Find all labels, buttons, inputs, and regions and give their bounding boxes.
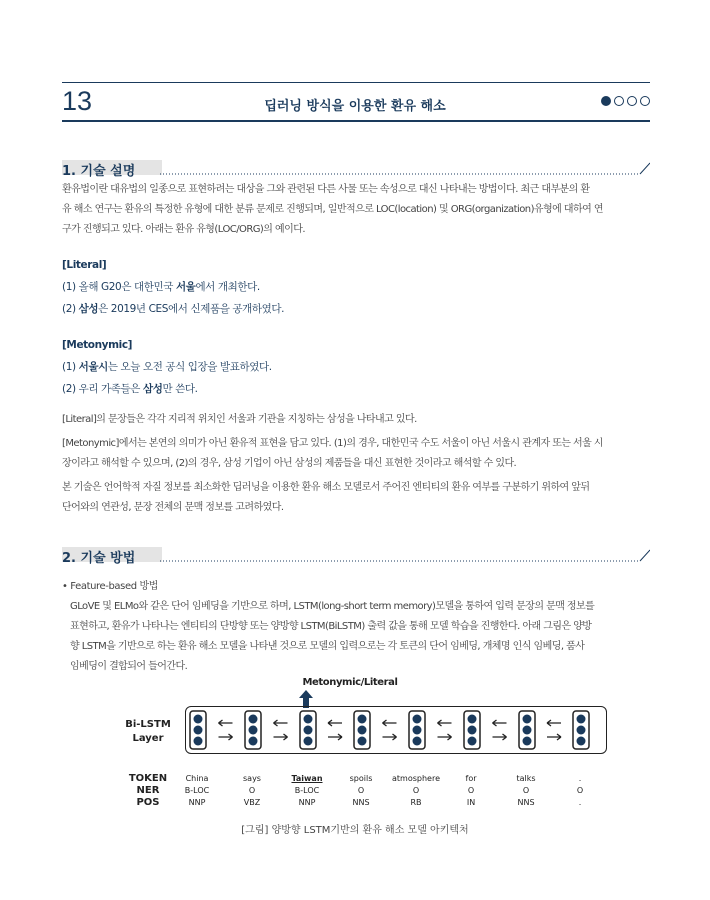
bidirectional-arrows-icon: [438, 720, 452, 740]
pos-row-label: POS: [136, 797, 160, 808]
lstm-cell: [409, 711, 425, 749]
paragraph-line: 향 LSTM을 기반으로 하는 환유 해소 모델을 나타낸 것으로 모델의 입력으로는 각 토큰의 단어 임베딩, 개체명 인식 임베딩, 품사: [70, 641, 585, 652]
token-pos: IN: [466, 798, 476, 807]
token-ner: B-LOC: [294, 786, 320, 795]
progress-dot: [640, 96, 650, 106]
progress-dot: [627, 96, 637, 106]
token-column: [441, 773, 501, 809]
heading-dotted-rule: [62, 547, 650, 565]
bidirectional-arrows-icon: [493, 720, 507, 740]
paragraph-line: 본 기술은 언어학적 자질 정보를 최소화한 딥러닝을 이용한 환유 해소 모델로서 주어진 엔티티의 환유 여부를 구분하기 위하여 앞뒤: [62, 482, 590, 493]
heading-dotted-rule: [62, 160, 650, 178]
lstm-cell: [300, 711, 316, 749]
header-bottom-rule: [62, 120, 650, 122]
token-pos: NNS: [517, 798, 535, 807]
method-bullet: • Feature-based 방법: [62, 581, 158, 592]
technology-summary: [62, 478, 652, 518]
token-token: Taiwan: [291, 774, 323, 783]
intro-line: 구가 진행되고 있다. 아래는 환유 유형(LOC/ORG)의 예이다.: [62, 224, 305, 235]
section-2-title: 2. 기술 방법: [62, 551, 136, 566]
token-ner: O: [522, 786, 530, 795]
literal-explanation: [62, 410, 652, 430]
token-pos: VBZ: [243, 798, 261, 807]
literal-example-2: (2) 삼성은 2019년 CES에서 신제품을 공개하였다.: [62, 303, 285, 315]
token-column: [386, 773, 446, 809]
bidirectional-arrows-icon: [328, 720, 342, 740]
header-top-rule: [62, 82, 650, 83]
token-token: talks: [516, 774, 536, 783]
token-column: [277, 773, 337, 809]
token-token: China: [185, 774, 209, 783]
progress-dots: [601, 96, 650, 106]
token-token: spoils: [349, 774, 373, 783]
lstm-cell: [190, 711, 206, 749]
token-column: [167, 773, 227, 809]
metonymic-example-2: (2) 우리 가족들은 삼성만 쓴다.: [62, 383, 198, 395]
bilstm-cells: [186, 707, 608, 755]
paragraph-line: [Literal]의 문장들은 각각 지리적 위치인 서울과 기관을 지칭하는 삼성을 나타내고 있다.: [62, 414, 417, 425]
token-column: [222, 773, 282, 809]
section-1-title: 1. 기술 설명: [62, 164, 136, 179]
bilstm-layer-label: Bi-LSTM Layer: [125, 719, 171, 744]
literal-example-1: (1) 올해 G20은 대한민국 서울에서 개최한다.: [62, 281, 260, 293]
paragraph-line: 장이라고 해석할 수 있으며, (2)의 경우, 삼성 기업이 아닌 삼성의 제품들을 대신 표현한 것이라고 해석할 수 있다.: [62, 458, 517, 469]
literal-examples: [62, 254, 652, 320]
token-pos: NNS: [352, 798, 370, 807]
token-column: [550, 773, 610, 809]
paragraph-line: GLoVE 및 ELMo와 같은 단어 임베딩을 기반으로 하며, LSTM(long-short term memory)모델을 통하여 입력 문장의 문맥 정보를: [70, 601, 595, 612]
token-pos: .: [578, 798, 582, 807]
token-ner: O: [357, 786, 365, 795]
progress-dot: [614, 96, 624, 106]
token-ner: O: [248, 786, 256, 795]
metonymic-explanation: [62, 434, 652, 474]
token-column: [331, 773, 391, 809]
metonymic-label: [Metonymic]: [62, 339, 133, 351]
bidirectional-arrows-icon: [383, 720, 397, 740]
token-ner: O: [576, 786, 584, 795]
paragraph-line: [Metonymic]에서는 본연의 의미가 아닌 환유적 표현을 담고 있다. (1)의 경우, 대한민국 수도 서울이 아닌 서울시 관계자 또는 서울 시: [62, 438, 603, 449]
literal-label: [Literal]: [62, 259, 107, 271]
token-token: says: [243, 774, 261, 783]
intro-line: 유 해소 연구는 환유의 특정한 유형에 대한 분류 문제로 진행되며, 일반적으로 LOC(location) 및 ORG(organization)유형에 대하여 연: [62, 204, 603, 215]
bidirectional-arrows-icon: [547, 720, 561, 740]
token-token: for: [465, 774, 477, 783]
token-ner: B-LOC: [184, 786, 210, 795]
lstm-cell: [519, 711, 535, 749]
lstm-cell: [464, 711, 480, 749]
ner-row-label: NER: [136, 785, 160, 796]
lstm-cell: [354, 711, 370, 749]
section-2-heading: [62, 547, 650, 565]
figure-output-label: Metonymic/Literal: [302, 677, 398, 688]
bidirectional-arrows-icon: [219, 720, 233, 740]
metonymic-example-1: (1) 서울시는 오늘 오전 공식 입장을 발표하였다.: [62, 361, 272, 373]
page-title: 딥러닝 방식을 이용한 환유 해소: [264, 99, 446, 114]
token-pos: NNP: [188, 798, 206, 807]
section-1-heading: [62, 160, 650, 178]
token-column: [496, 773, 556, 809]
progress-dot-filled: [601, 96, 611, 106]
token-token: atmosphere: [392, 774, 440, 783]
token-row-label: TOKEN: [128, 773, 168, 784]
page-number: 13: [62, 86, 93, 116]
token-ner: O: [412, 786, 420, 795]
lstm-cell: [573, 711, 589, 749]
intro-line: 환유법이란 대유법의 일종으로 표현하려는 대상을 그와 관련된 다른 사물 또는 속성으로 대신 나타내는 방법이다. 최근 대부분의 환: [62, 184, 590, 195]
token-ner: O: [467, 786, 475, 795]
figure-caption: [그림] 양방향 LSTM기반의 환유 해소 모델 아키텍처: [241, 825, 469, 836]
bilstm-layer-box: [185, 706, 607, 754]
paragraph-line: 임베딩이 결합되어 들어간다.: [70, 661, 188, 672]
paragraph-line: 단어와의 연관성, 문장 전체의 문맥 정보를 고려하였다.: [62, 502, 284, 513]
paragraph-line: 표현하고, 환유가 나타나는 엔티티의 단방향 또는 양방향 LSTM(BiLSTM) 출력 값을 통해 모델 학습을 진행한다. 아래 그림은 양방: [70, 621, 592, 632]
lstm-cell: [245, 711, 261, 749]
section-1-intro: [62, 180, 652, 240]
method-body: [70, 597, 652, 677]
token-pos: NNP: [298, 798, 316, 807]
bidirectional-arrows-icon: [274, 720, 288, 740]
metonymic-examples: [62, 334, 652, 400]
token-token: .: [578, 774, 582, 783]
token-pos: RB: [410, 798, 422, 807]
